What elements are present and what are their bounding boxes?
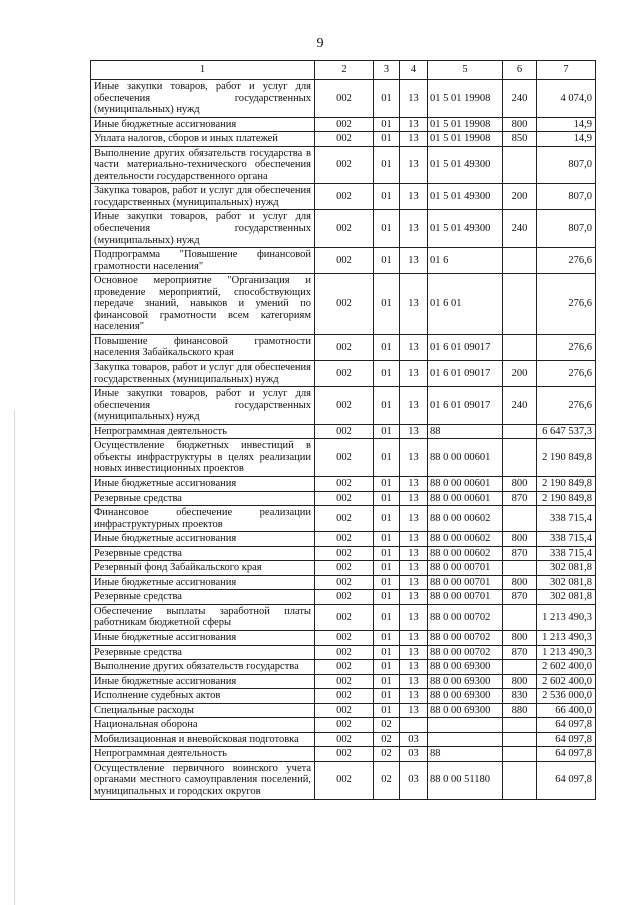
table-row: [91, 439, 596, 477]
cell-ministry-code: 002: [315, 387, 374, 425]
cell-target-article: 88 0 00 69300: [428, 703, 503, 718]
cell-section: 01: [374, 532, 400, 547]
cell-target-article: 01 5 01 49300: [428, 146, 503, 184]
table-row: [91, 184, 596, 210]
cell-ministry-code: 002: [315, 274, 374, 335]
cell-expense-type: [503, 660, 537, 675]
cell-ministry-code: 002: [315, 590, 374, 605]
cell-ministry-code: 002: [315, 184, 374, 210]
cell-expense-type: 800: [503, 630, 537, 645]
cell-expense-type: [503, 146, 537, 184]
cell-section: 01: [374, 604, 400, 630]
table-row: [91, 660, 596, 675]
cell-section: 01: [374, 361, 400, 387]
cell-amount: 276,6: [537, 334, 596, 360]
cell-amount: 6 647 537,3: [537, 424, 596, 439]
cell-ministry-code: 002: [315, 575, 374, 590]
table-row: [91, 645, 596, 660]
cell-section: 01: [374, 689, 400, 704]
cell-target-article: 01 5 01 19908: [428, 117, 503, 132]
cell-target-article: [428, 718, 503, 733]
table-row: [91, 732, 596, 747]
col-header-subsection: 4: [400, 61, 428, 80]
table-row: [91, 630, 596, 645]
cell-expense-type: 800: [503, 674, 537, 689]
cell-amount: 276,6: [537, 248, 596, 274]
cell-subsection: 13: [400, 660, 428, 675]
table-row: [91, 674, 596, 689]
cell-ministry-code: 002: [315, 747, 374, 762]
col-header-amount: 7: [537, 61, 596, 80]
cell-ministry-code: 002: [315, 439, 374, 477]
cell-expense-type: [503, 604, 537, 630]
cell-target-article: 88 0 00 00702: [428, 645, 503, 660]
cell-name: Резервные средства: [91, 491, 315, 506]
cell-subsection: 03: [400, 747, 428, 762]
cell-subsection: 13: [400, 117, 428, 132]
cell-target-article: 01 5 01 49300: [428, 210, 503, 248]
cell-amount: 1 213 490,3: [537, 645, 596, 660]
table-row: [91, 274, 596, 335]
cell-amount: 276,6: [537, 387, 596, 425]
table-row: [91, 747, 596, 762]
cell-ministry-code: 002: [315, 117, 374, 132]
cell-subsection: [400, 718, 428, 733]
cell-subsection: 13: [400, 575, 428, 590]
cell-name: Иные бюджетные ассигнования: [91, 630, 315, 645]
cell-amount: 807,0: [537, 184, 596, 210]
cell-subsection: 13: [400, 604, 428, 630]
cell-subsection: 13: [400, 674, 428, 689]
cell-target-article: 01 6: [428, 248, 503, 274]
cell-subsection: 13: [400, 590, 428, 605]
cell-section: 01: [374, 210, 400, 248]
cell-section: 01: [374, 117, 400, 132]
cell-section: 01: [374, 546, 400, 561]
cell-ministry-code: 002: [315, 80, 374, 118]
cell-name: Иные бюджетные ассигнования: [91, 575, 315, 590]
cell-expense-type: 830: [503, 689, 537, 704]
cell-amount: 338 715,4: [537, 546, 596, 561]
cell-name: Иные закупки товаров, работ и услуг для обеспечения государственных (муниципальных) нужд: [91, 210, 315, 248]
cell-ministry-code: 002: [315, 604, 374, 630]
cell-subsection: 13: [400, 689, 428, 704]
cell-amount: 338 715,4: [537, 506, 596, 532]
cell-subsection: 13: [400, 630, 428, 645]
cell-name: Иные бюджетные ассигнования: [91, 532, 315, 547]
cell-name: Иные закупки товаров, работ и услуг для обеспечения государственных (муниципальных) нужд: [91, 387, 315, 425]
cell-subsection: 13: [400, 387, 428, 425]
table-row: [91, 546, 596, 561]
cell-target-article: 01 6 01 09017: [428, 361, 503, 387]
cell-target-article: 88 0 00 00702: [428, 630, 503, 645]
cell-name: Иные закупки товаров, работ и услуг для обеспечения государственных (муниципальных) нужд: [91, 80, 315, 118]
cell-target-article: 01 5 01 19908: [428, 80, 503, 118]
cell-name: Основное мероприятие "Организация и проведение мероприятий, способствующих передаче знаний, навыков и умений по финансовой грамотности всем категориям населения": [91, 274, 315, 335]
cell-name: Резервные средства: [91, 546, 315, 561]
cell-section: 01: [374, 184, 400, 210]
cell-amount: 64 097,8: [537, 761, 596, 799]
cell-name: Резервный фонд Забайкальского края: [91, 561, 315, 576]
table-row: [91, 689, 596, 704]
cell-subsection: 13: [400, 561, 428, 576]
cell-amount: 276,6: [537, 274, 596, 335]
cell-expense-type: 850: [503, 132, 537, 147]
cell-name: Иные бюджетные ассигнования: [91, 476, 315, 491]
table-row: [91, 476, 596, 491]
cell-ministry-code: 002: [315, 532, 374, 547]
cell-expense-type: 880: [503, 703, 537, 718]
cell-ministry-code: 002: [315, 645, 374, 660]
cell-target-article: 88 0 00 00602: [428, 546, 503, 561]
cell-ministry-code: 002: [315, 546, 374, 561]
table-row: [91, 210, 596, 248]
cell-name: Обеспечение выплаты заработной платы работникам бюджетной сферы: [91, 604, 315, 630]
cell-subsection: 13: [400, 184, 428, 210]
cell-amount: 64 097,8: [537, 718, 596, 733]
cell-subsection: 13: [400, 146, 428, 184]
cell-name: Непрограммная деятельность: [91, 747, 315, 762]
cell-expense-type: 240: [503, 80, 537, 118]
cell-ministry-code: 002: [315, 248, 374, 274]
cell-section: 01: [374, 334, 400, 360]
cell-amount: 2 190 849,8: [537, 439, 596, 477]
cell-amount: 302 081,8: [537, 590, 596, 605]
cell-subsection: 13: [400, 439, 428, 477]
cell-section: 02: [374, 718, 400, 733]
cell-section: 01: [374, 491, 400, 506]
cell-target-article: 88 0 00 69300: [428, 674, 503, 689]
table-row: [91, 132, 596, 147]
cell-expense-type: [503, 732, 537, 747]
cell-subsection: 13: [400, 703, 428, 718]
col-header-ministry: 2: [315, 61, 374, 80]
cell-section: 02: [374, 747, 400, 762]
cell-section: 01: [374, 132, 400, 147]
cell-section: 01: [374, 424, 400, 439]
cell-name: Мобилизационная и вневойсковая подготовка: [91, 732, 315, 747]
cell-amount: 2 602 400,0: [537, 660, 596, 675]
cell-section: 01: [374, 274, 400, 335]
cell-expense-type: [503, 506, 537, 532]
col-header-section: 3: [374, 61, 400, 80]
col-header-target-article: 5: [428, 61, 503, 80]
cell-name: Исполнение судебных актов: [91, 689, 315, 704]
cell-section: 01: [374, 476, 400, 491]
cell-section: 01: [374, 506, 400, 532]
cell-expense-type: 870: [503, 590, 537, 605]
cell-name: Выполнение других обязательств государства в части материально-технического обеспечения деятельности государственного органа: [91, 146, 315, 184]
cell-target-article: 88 0 00 00601: [428, 439, 503, 477]
cell-amount: 807,0: [537, 146, 596, 184]
cell-amount: 302 081,8: [537, 561, 596, 576]
cell-amount: 2 602 400,0: [537, 674, 596, 689]
cell-name: Национальная оборона: [91, 718, 315, 733]
cell-section: 02: [374, 732, 400, 747]
cell-target-article: 88 0 00 00602: [428, 506, 503, 532]
cell-expense-type: [503, 248, 537, 274]
table-row: [91, 491, 596, 506]
cell-expense-type: [503, 424, 537, 439]
table-row: [91, 761, 596, 799]
cell-section: 02: [374, 761, 400, 799]
cell-amount: 338 715,4: [537, 532, 596, 547]
table-row: [91, 604, 596, 630]
cell-expense-type: [503, 761, 537, 799]
cell-target-article: 88 0 00 00701: [428, 561, 503, 576]
cell-expense-type: 200: [503, 184, 537, 210]
cell-subsection: 13: [400, 361, 428, 387]
cell-expense-type: 800: [503, 532, 537, 547]
cell-name: Закупка товаров, работ и услуг для обеспечения государственных (муниципальных) нужд: [91, 361, 315, 387]
cell-ministry-code: 002: [315, 689, 374, 704]
cell-name: Иные бюджетные ассигнования: [91, 674, 315, 689]
cell-expense-type: 800: [503, 575, 537, 590]
cell-section: 01: [374, 439, 400, 477]
cell-target-article: 01 5 01 49300: [428, 184, 503, 210]
cell-amount: 1 213 490,3: [537, 604, 596, 630]
page-number: 9: [316, 36, 324, 51]
scan-edge-shadow: [14, 410, 15, 905]
cell-name: Финансовое обеспечение реализации инфраструктурных проектов: [91, 506, 315, 532]
col-header-name: 1: [91, 61, 315, 80]
cell-name: Уплата налогов, сборов и иных платежей: [91, 132, 315, 147]
cell-section: 01: [374, 575, 400, 590]
cell-target-article: 88 0 00 00601: [428, 476, 503, 491]
cell-target-article: [428, 732, 503, 747]
cell-expense-type: [503, 439, 537, 477]
cell-ministry-code: 002: [315, 476, 374, 491]
table-row: [91, 248, 596, 274]
cell-name: Осуществление бюджетных инвестиций в объекты инфраструктуры в целях реализации новых инвестиционных проектов: [91, 439, 315, 477]
cell-target-article: 01 6 01 09017: [428, 334, 503, 360]
cell-expense-type: 870: [503, 546, 537, 561]
cell-ministry-code: 002: [315, 146, 374, 184]
cell-section: 01: [374, 645, 400, 660]
table-row: [91, 703, 596, 718]
cell-ministry-code: 002: [315, 334, 374, 360]
cell-amount: 14,9: [537, 132, 596, 147]
cell-name: Иные бюджетные ассигнования: [91, 117, 315, 132]
cell-subsection: 13: [400, 546, 428, 561]
cell-expense-type: 870: [503, 491, 537, 506]
table-row: [91, 80, 596, 118]
cell-name: Закупка товаров, работ и услуг для обеспечения государственных (муниципальных) нужд: [91, 184, 315, 210]
cell-expense-type: [503, 747, 537, 762]
cell-section: 01: [374, 630, 400, 645]
cell-target-article: 88 0 00 00701: [428, 575, 503, 590]
cell-target-article: 88 0 00 00702: [428, 604, 503, 630]
cell-name: Резервные средства: [91, 590, 315, 605]
cell-name: Специальные расходы: [91, 703, 315, 718]
cell-amount: 2 536 000,0: [537, 689, 596, 704]
cell-amount: 2 190 849,8: [537, 476, 596, 491]
cell-amount: 4 074,0: [537, 80, 596, 118]
cell-subsection: 13: [400, 506, 428, 532]
cell-amount: 2 190 849,8: [537, 491, 596, 506]
cell-amount: 807,0: [537, 210, 596, 248]
table-row: [91, 146, 596, 184]
cell-amount: 14,9: [537, 117, 596, 132]
cell-ministry-code: 002: [315, 561, 374, 576]
cell-amount: 64 097,8: [537, 747, 596, 762]
cell-target-article: 88 0 00 69300: [428, 660, 503, 675]
cell-ministry-code: 002: [315, 491, 374, 506]
cell-ministry-code: 002: [315, 506, 374, 532]
cell-subsection: 03: [400, 761, 428, 799]
table-row: [91, 117, 596, 132]
cell-target-article: 01 5 01 19908: [428, 132, 503, 147]
cell-subsection: 13: [400, 476, 428, 491]
cell-ministry-code: 002: [315, 210, 374, 248]
cell-expense-type: [503, 334, 537, 360]
cell-expense-type: 200: [503, 361, 537, 387]
cell-amount: 64 097,8: [537, 732, 596, 747]
cell-target-article: 88: [428, 747, 503, 762]
header-row: [91, 61, 596, 80]
cell-subsection: 13: [400, 334, 428, 360]
table-row: [91, 575, 596, 590]
cell-name: Повышение финансовой грамотности населения Забайкальского края: [91, 334, 315, 360]
cell-subsection: 13: [400, 210, 428, 248]
cell-section: 01: [374, 703, 400, 718]
cell-target-article: 01 6 01: [428, 274, 503, 335]
cell-name: Выполнение других обязательств государства: [91, 660, 315, 675]
cell-section: 01: [374, 248, 400, 274]
cell-name: Непрограммная деятельность: [91, 424, 315, 439]
table-row: [91, 334, 596, 360]
cell-expense-type: 800: [503, 117, 537, 132]
cell-subsection: 13: [400, 80, 428, 118]
cell-subsection: 03: [400, 732, 428, 747]
cell-target-article: 88: [428, 424, 503, 439]
table-row: [91, 361, 596, 387]
cell-ministry-code: 002: [315, 424, 374, 439]
cell-ministry-code: 002: [315, 361, 374, 387]
budget-table: [90, 60, 596, 800]
cell-subsection: 13: [400, 491, 428, 506]
cell-target-article: 88 0 00 00701: [428, 590, 503, 605]
cell-ministry-code: 002: [315, 703, 374, 718]
cell-ministry-code: 002: [315, 761, 374, 799]
cell-section: 01: [374, 561, 400, 576]
cell-section: 01: [374, 674, 400, 689]
cell-expense-type: 870: [503, 645, 537, 660]
cell-ministry-code: 002: [315, 718, 374, 733]
cell-ministry-code: 002: [315, 630, 374, 645]
table-row: [91, 506, 596, 532]
cell-section: 01: [374, 80, 400, 118]
table-row: [91, 387, 596, 425]
table-row: [91, 718, 596, 733]
cell-amount: 66 400,0: [537, 703, 596, 718]
cell-amount: 1 213 490,3: [537, 630, 596, 645]
cell-section: 01: [374, 387, 400, 425]
cell-ministry-code: 002: [315, 132, 374, 147]
cell-section: 01: [374, 590, 400, 605]
cell-expense-type: 240: [503, 387, 537, 425]
cell-expense-type: [503, 718, 537, 733]
cell-expense-type: 240: [503, 210, 537, 248]
cell-section: 01: [374, 660, 400, 675]
table-row: [91, 532, 596, 547]
cell-ministry-code: 002: [315, 732, 374, 747]
table-row: [91, 561, 596, 576]
cell-subsection: 13: [400, 645, 428, 660]
cell-target-article: 88 0 00 69300: [428, 689, 503, 704]
cell-expense-type: [503, 274, 537, 335]
cell-name: Подпрограмма "Повышение финансовой грамотности населения": [91, 248, 315, 274]
col-header-expense-type: 6: [503, 61, 537, 80]
cell-subsection: 13: [400, 424, 428, 439]
cell-expense-type: 800: [503, 476, 537, 491]
cell-name: Резервные средства: [91, 645, 315, 660]
cell-subsection: 13: [400, 274, 428, 335]
cell-target-article: 88 0 00 00601: [428, 491, 503, 506]
cell-subsection: 13: [400, 132, 428, 147]
cell-amount: 302 081,8: [537, 575, 596, 590]
cell-amount: 276,6: [537, 361, 596, 387]
table-row: [91, 590, 596, 605]
cell-target-article: 88 0 00 00602: [428, 532, 503, 547]
cell-ministry-code: 002: [315, 674, 374, 689]
cell-ministry-code: 002: [315, 660, 374, 675]
cell-target-article: 88 0 00 51180: [428, 761, 503, 799]
table-row: [91, 424, 596, 439]
cell-subsection: 13: [400, 248, 428, 274]
cell-expense-type: [503, 561, 537, 576]
cell-target-article: 01 6 01 09017: [428, 387, 503, 425]
cell-section: 01: [374, 146, 400, 184]
cell-subsection: 13: [400, 532, 428, 547]
cell-name: Осуществление первичного воинского учета органами местного самоуправления поселений, муниципальных и городских округов: [91, 761, 315, 799]
